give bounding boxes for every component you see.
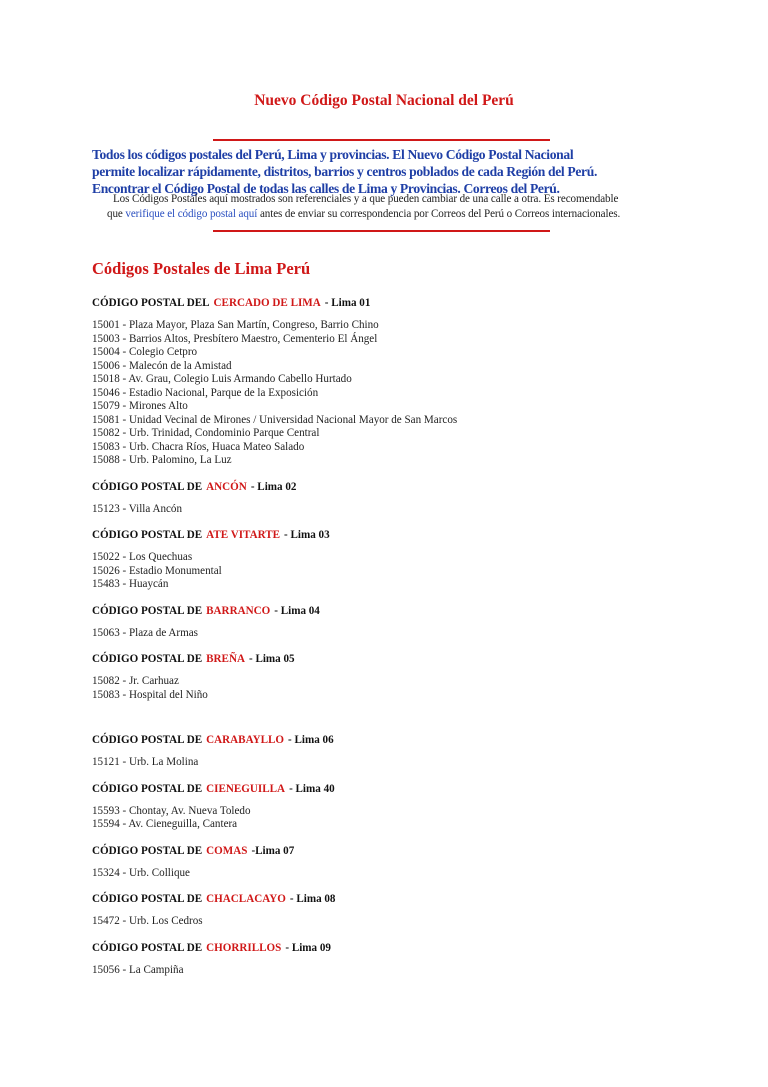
postal-code-item: 15123 - Villa Ancón <box>92 502 183 515</box>
postal-code-item: 15081 - Unidad Vecinal de Mirones / Universidad Nacional Mayor de San Marcos <box>92 413 458 426</box>
page-title: Nuevo Código Postal Nacional del Perú <box>254 92 514 109</box>
district-block <box>92 297 712 468</box>
district-prefix: CÓDIGO POSTAL DEL <box>92 297 210 309</box>
postal-code-list <box>92 319 712 468</box>
postal-code-item: 15594 - Av. Cieneguilla, Cantera <box>92 818 238 830</box>
district-prefix: CÓDIGO POSTAL DE <box>92 480 203 493</box>
district-suffix: - Lima 01 <box>324 297 371 309</box>
postal-code-list <box>92 805 712 832</box>
district-list <box>92 297 712 990</box>
district-header <box>92 529 712 542</box>
postal-code-item: 15083 - Hospital del Niño <box>92 688 208 701</box>
note-line-1: Los Códigos Postales aquí mostrados son referenciales y a que pueden cambiar de una calle a otra. Es recomendable <box>113 193 619 205</box>
district-prefix: CÓDIGO POSTAL DE <box>92 734 203 746</box>
district-suffix: - Lima 08 <box>289 893 336 905</box>
district-name: COMAS <box>206 844 248 857</box>
district-block <box>92 529 712 592</box>
postal-code-item: 15121 - Urb. La Molina <box>92 756 199 768</box>
district-header <box>92 893 712 906</box>
district-suffix: -Lima 07 <box>251 844 295 857</box>
district-name: CERCADO DE LIMA <box>213 297 321 309</box>
district-block <box>92 942 712 978</box>
postal-code-item: 15088 - Urb. Palomino, La Luz <box>92 454 232 466</box>
district-block <box>92 783 712 832</box>
intro-line: permite localizar rápidamente, distritos, barrios y centros poblados de cada Región del Perú. <box>92 164 597 179</box>
note-prefix: que <box>107 208 123 220</box>
postal-code-item: 15472 - Urb. Los Cedros <box>92 915 203 927</box>
postal-code-item: 15004 - Colegio Cetpro <box>92 346 198 358</box>
district-block <box>92 893 712 929</box>
district-header <box>92 605 712 618</box>
postal-code-item: 15026 - Estadio Monumental <box>92 564 222 577</box>
note-line-2 <box>92 207 692 222</box>
district-block <box>92 845 712 881</box>
postal-code-list <box>92 675 712 702</box>
disclaimer-note <box>92 192 692 222</box>
postal-code-item: 15018 - Av. Grau, Colegio Luis Armando Cabello Hurtado <box>92 373 352 385</box>
intro-line: Todos los códigos postales del Perú, Lima y provincias. El Nuevo Código Postal Nacional <box>92 147 574 162</box>
district-suffix: - Lima 05 <box>248 653 295 665</box>
district-name: CIENEGUILLA <box>206 782 286 795</box>
postal-code-item: 15006 - Malecón de la Amistad <box>92 359 232 372</box>
postal-code-list <box>92 756 712 770</box>
district-name: ATE VITARTE <box>206 529 281 541</box>
postal-code-item: 15063 - Plaza de Armas <box>92 626 198 639</box>
postal-code-list <box>92 627 712 641</box>
district-suffix: - Lima 02 <box>250 480 297 493</box>
postal-code-list <box>92 915 712 929</box>
district-name: CARABAYLLO <box>206 734 285 746</box>
district-suffix: - Lima 03 <box>284 529 330 541</box>
district-prefix: CÓDIGO POSTAL DE <box>92 529 203 541</box>
red-divider-top <box>213 139 550 141</box>
district-header <box>92 653 712 666</box>
district-suffix: - Lima 06 <box>288 734 334 746</box>
verify-postal-code-link[interactable]: verifique el código postal aquí <box>125 208 258 220</box>
district-header <box>92 481 712 494</box>
postal-code-item: 15483 - Huaycán <box>92 578 169 590</box>
district-prefix: CÓDIGO POSTAL DE <box>92 604 203 617</box>
postal-code-item: 15056 - La Campiña <box>92 963 184 976</box>
district-name: ANCÓN <box>206 480 247 493</box>
postal-code-list <box>92 867 712 881</box>
red-divider-bottom <box>213 230 550 232</box>
district-header <box>92 942 712 955</box>
district-block <box>92 653 712 702</box>
intro-line: Encontrar el Código Postal de todas las calles de Lima y Provincias. Correos del Perú. <box>92 181 560 196</box>
district-header <box>92 297 712 310</box>
district-name: BREÑA <box>206 653 245 665</box>
postal-code-item: 15082 - Jr. Carhuaz <box>92 675 179 687</box>
postal-code-item: 15324 - Urb. Collique <box>92 866 190 879</box>
district-header <box>92 734 712 747</box>
postal-code-item: 15079 - Mirones Alto <box>92 400 188 412</box>
district-name: CHACLACAYO <box>206 893 286 905</box>
district-block <box>92 481 712 517</box>
note-suffix: antes de enviar su correspondencia por Correos del Perú o Correos internacionales. <box>259 208 621 220</box>
district-suffix: - Lima 04 <box>274 604 320 617</box>
district-prefix: CÓDIGO POSTAL DE <box>92 941 203 954</box>
district-header <box>92 783 712 796</box>
postal-code-item: 15001 - Plaza Mayor, Plaza San Martín, Congreso, Barrio Chino <box>92 319 379 331</box>
section-title: Códigos Postales de Lima Perú <box>92 259 311 278</box>
district-name: BARRANCO <box>206 604 271 617</box>
district-prefix: CÓDIGO POSTAL DE <box>92 893 203 905</box>
postal-code-item: 15046 - Estadio Nacional, Parque de la Exposición <box>92 386 319 399</box>
district-prefix: CÓDIGO POSTAL DE <box>92 782 203 795</box>
postal-code-item: 15022 - Los Quechuas <box>92 551 193 563</box>
postal-code-list <box>92 964 712 978</box>
district-name: CHORRILLOS <box>206 941 282 954</box>
district-prefix: CÓDIGO POSTAL DE <box>92 844 203 857</box>
postal-code-list <box>92 503 712 517</box>
postal-code-item: 15593 - Chontay, Av. Nueva Toledo <box>92 804 251 817</box>
postal-code-list <box>92 551 712 592</box>
district-block <box>92 605 712 641</box>
postal-code-item: 15082 - Urb. Trinidad, Condominio Parque Central <box>92 427 320 439</box>
postal-code-item: 15003 - Barrios Altos, Presbítero Maestro, Cementerio El Ángel <box>92 332 378 345</box>
district-header <box>92 845 712 858</box>
district-suffix: - Lima 09 <box>285 941 331 954</box>
district-suffix: - Lima 40 <box>289 782 335 795</box>
district-block <box>92 734 712 770</box>
postal-code-item: 15083 - Urb. Chacra Ríos, Huaca Mateo Salado <box>92 440 305 453</box>
district-prefix: CÓDIGO POSTAL DE <box>92 653 203 665</box>
intro-paragraph <box>92 146 692 197</box>
